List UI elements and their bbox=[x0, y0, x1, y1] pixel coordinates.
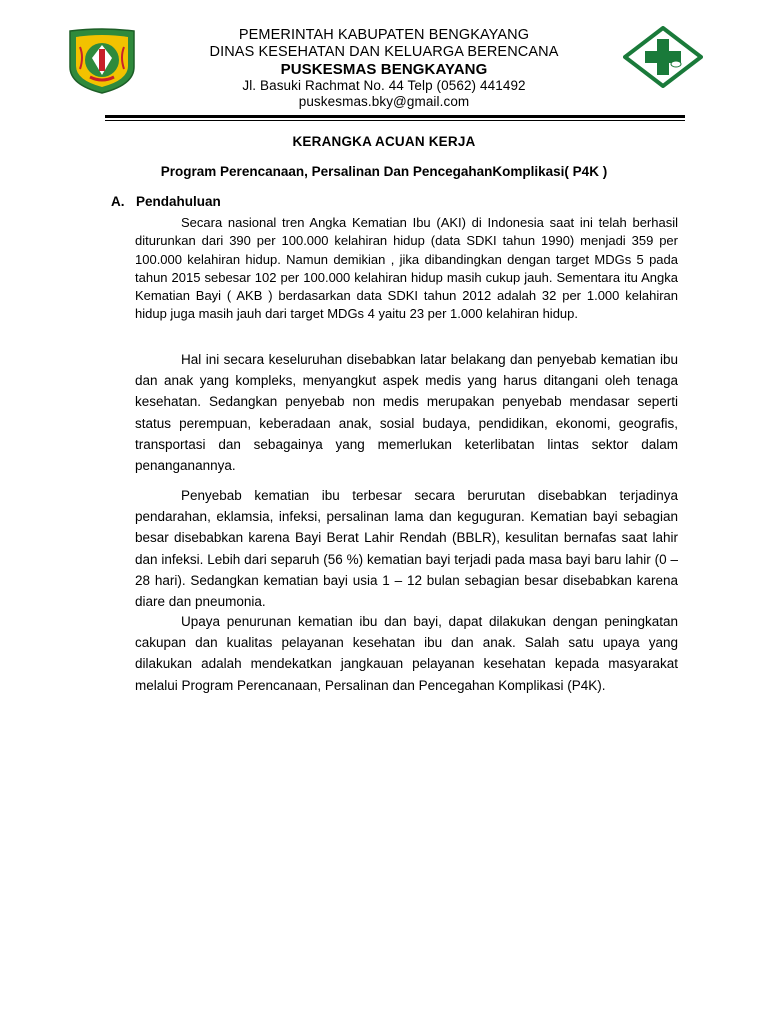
paragraph-3: Penyebab kematian ibu terbesar secara berurutan disebabkan terjadinya pendarahan, eklamsia, infeksi, persalinan lama dan keguguran. Kematian bayi sebagian besar disebabkan karena Bayi Berat Lahir Rendah (BBLR), kesulitan bernafas saat lahir dan infeksi. Lebih dari separuh (56 %) kematian bayi terjadi pada masa bayi baru lahir (0 – 28 hari). Sedangkan kematian bayi usia 1 – 12 bulan sebagian besar disebabkan karena diare dan pneumonia. bbox=[135, 488, 678, 610]
letterhead bbox=[0, 0, 768, 118]
paragraph-1: Secara nasional tren Angka Kematian Ibu (AKI) di Indonesia saat ini telah berhasil diturunkan dari 390 per 100.000 kelahiran hidup (data SDKI tahun 1990) menjadi 359 per 100.000 kelahiran hidup. Namun demikian , jika dibandingkan dengan target MDGs 5 pada tahun 2015 sebesar 102 per 100.000 kelahiran hidup masih cukup jauh. Sementara itu Angka Kematian Bayi ( AKB ) berdasarkan data SDKI tahun 2012 adalah 32 per 1.000 kelahiran hidup juga masih jauh dari target MDGs 4 yaitu 23 per 1.000 kelahiran hidup. bbox=[135, 215, 678, 322]
document-title: KERANGKA ACUAN KERJA bbox=[292, 134, 476, 149]
puskesmas-cross-icon bbox=[623, 26, 703, 88]
government-name: PEMERINTAH KABUPATEN BENGKAYANG bbox=[238, 27, 530, 43]
section-title: Pendahuluan bbox=[136, 194, 221, 209]
letterhead-text bbox=[150, 27, 618, 110]
section-number: A. bbox=[111, 194, 125, 209]
document-subtitle: Program Perencanaan, Persalinan Dan PencegahanKomplikasi( P4K ) bbox=[160, 164, 608, 179]
paragraph-4: Upaya penurunan kematian ibu dan bayi, dapat dilakukan dengan peningkatan cakupan dan kualitas pelayanan kesehatan ibu dan anak. Salah satu upaya yang dilakukan adalah mendekatkan jangkauan pelayanan kesehatan kepada masyarakat melalui Program Perencanaan, Persalinan dan Pencegahan Komplikasi (P4K). bbox=[135, 614, 678, 693]
regency-coat-of-arms-icon bbox=[66, 27, 138, 95]
paragraph-2: Hal ini secara keseluruhan disebabkan latar belakang dan penyebab kematian ibu dan anak yang kompleks, menyangkut aspek medis yang harus ditangani oleh tenaga kesehatan. Sedangkan penyebab non medis merupakan penyebab mendasar seperti status perempuan, keberadaan anak, sosial budaya, pendidikan, ekonomi, geografis, transportasi dan sebagainya yang memerlukan keterlibatan lintas sektor dalam penanganannya. bbox=[135, 352, 678, 474]
letterhead-rule-thick bbox=[105, 115, 685, 118]
puskesmas-name: PUSKESMAS BENGKAYANG bbox=[280, 61, 488, 78]
agency-name: DINAS KESEHATAN DAN KELUARGA BERENCANA bbox=[209, 44, 559, 60]
address-line: Jl. Basuki Rachmat No. 44 Telp (0562) 441492 bbox=[242, 78, 526, 93]
section-heading bbox=[111, 194, 221, 209]
email-line: puskesmas.bky@gmail.com bbox=[298, 94, 470, 109]
letterhead-rule-thin bbox=[105, 120, 685, 121]
